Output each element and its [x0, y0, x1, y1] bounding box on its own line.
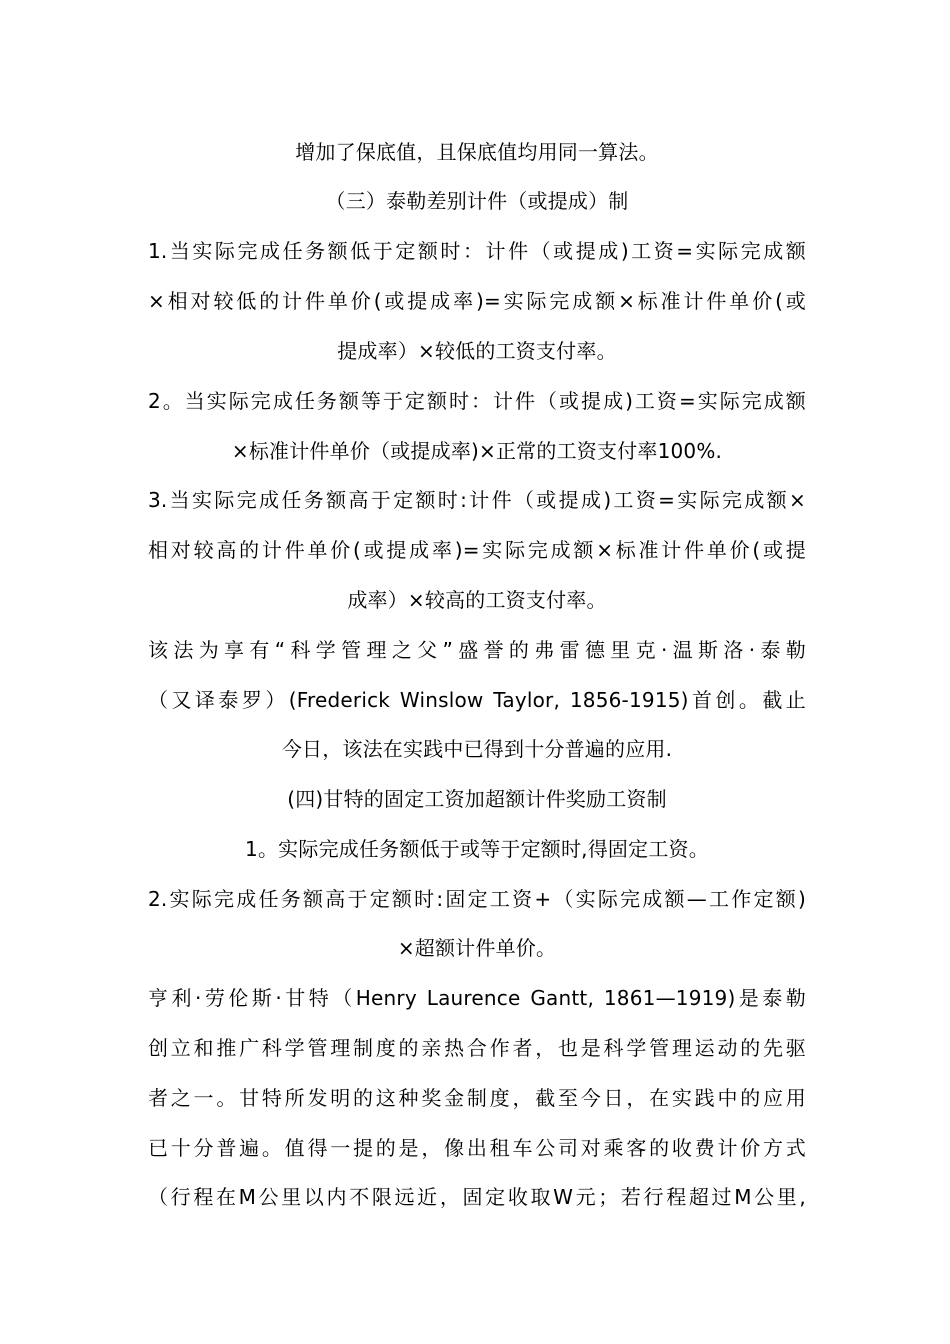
text-line-gantt-bio-2: 创立和推广科学管理制度的亲热合作者，也是科学管理运动的先驱 [148, 1036, 806, 1060]
text-line-taylor-origin-cont: （又译泰罗）(Frederick Winslow Taylor, 1856-1915)首创。截止 [148, 688, 806, 712]
text-line-gantt-rule-2: 2.实际完成任务额高于定额时:固定工资+（实际完成额—工作定额) [148, 887, 806, 911]
text-line-taylor-rule-3: 3.当实际完成任务额高于定额时:计件（或提成)工资=实际完成额× [148, 488, 806, 512]
text-line-gantt-rule-2-end: ×超额计件单价。 [397, 936, 557, 960]
text-line-taylor-rule-2: 2。当实际完成任务额等于定额时：计件（或提成)工资=实际完成额 [148, 389, 806, 413]
text-line-gantt-bio-4: 已十分普遍。值得一提的是，像出租车公司对乘客的收费计价方式 [148, 1136, 806, 1160]
text-line-gantt-bio-3: 者之一。甘特所发明的这种奖金制度，截至今日，在实践中的应用 [148, 1086, 806, 1110]
text-line-gantt-bio: 亨利·劳伦斯·甘特（Henry Laurence Gantt, 1861—1919)是泰勒 [148, 986, 806, 1010]
section-heading-taylor: （三）泰勒差别计件（或提成）制 [325, 189, 629, 213]
text-line-taylor-rule-3-end: 成率）×较高的工资支付率。 [347, 588, 607, 612]
section-heading-gantt: (四)甘特的固定工资加超额计件奖励工资制 [287, 787, 667, 811]
text-line-taylor-origin-end: 今日，该法在实践中已得到十分普遍的应用. [281, 737, 673, 761]
text-line-taylor-rule-2-end: ×标准计件单价（或提成率)×正常的工资支付率100%. [231, 439, 723, 463]
text-line-gantt-rule-1: 1。实际完成任务额低于或等于定额时,得固定工资。 [245, 837, 709, 861]
text-line-guarantee-value: 增加了保底值，且保底值均用同一算法。 [295, 140, 659, 164]
text-line-taylor-rule-1-cont: ×相对较低的计件单价(或提成率)=实际完成额×标准计件单价(或 [148, 289, 806, 313]
text-line-taylor-rule-1: 1.当实际完成任务额低于定额时：计件（或提成)工资=实际完成额 [148, 239, 806, 263]
text-line-gantt-bio-5: （行程在M公里以内不限远近，固定收取W元；若行程超过M公里, [148, 1185, 806, 1209]
text-line-taylor-rule-3-cont: 相对较高的计件单价(或提成率)=实际完成额×标准计件单价(或提 [148, 538, 806, 562]
text-line-taylor-rule-1-end: 提成率）×较低的工资支付率。 [337, 339, 617, 363]
text-line-taylor-origin: 该法为享有“科学管理之父”盛誉的弗雷德里克·温斯洛·泰勒 [148, 638, 806, 662]
